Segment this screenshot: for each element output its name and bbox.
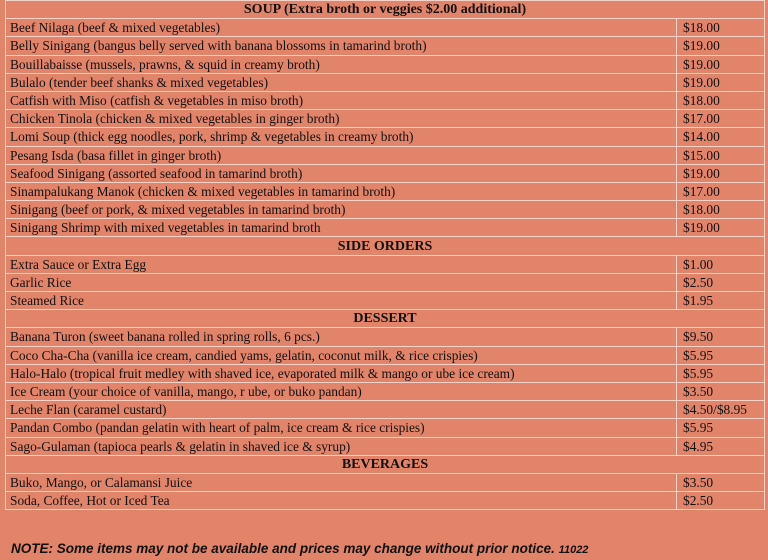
menu-item-row	[6, 328, 765, 346]
note-text: NOTE: Some items may not be available and prices may change without prior notice.	[11, 541, 555, 556]
item-price: $2.50	[677, 492, 765, 510]
item-price: $9.50	[677, 328, 765, 346]
item-price: $5.95	[677, 364, 765, 382]
item-price: $19.00	[677, 37, 765, 55]
menu-item-row	[6, 201, 765, 219]
item-price: $18.00	[677, 201, 765, 219]
item-price: $19.00	[677, 55, 765, 73]
item-name: Garlic Rice	[6, 273, 677, 291]
item-name: Extra Sauce or Extra Egg	[6, 255, 677, 273]
item-name: Bouillabaisse (mussels, prawns, & squid in creamy broth)	[6, 55, 677, 73]
menu-item-row	[6, 346, 765, 364]
item-price: $1.95	[677, 292, 765, 310]
item-name: Beef Nilaga (beef & mixed vegetables)	[6, 19, 677, 37]
menu-item-row	[6, 437, 765, 455]
menu-item-row	[6, 382, 765, 400]
item-price: $17.00	[677, 110, 765, 128]
item-price: $19.00	[677, 164, 765, 182]
menu-item-row	[6, 73, 765, 91]
item-name: Sago-Gulaman (tapioca pearls & gelatin in shaved ice & syrup)	[6, 437, 677, 455]
item-name: Leche Flan (caramel custard)	[6, 401, 677, 419]
section-header	[6, 1, 765, 19]
item-price: $4.95	[677, 437, 765, 455]
item-name: Lomi Soup (thick egg noodles, pork, shrimp & vegetables in creamy broth)	[6, 128, 677, 146]
menu-item-row	[6, 255, 765, 273]
item-name: Catfish with Miso (catfish & vegetables in miso broth)	[6, 91, 677, 109]
item-price: $3.50	[677, 473, 765, 491]
item-price: $5.95	[677, 419, 765, 437]
item-price: $14.00	[677, 128, 765, 146]
menu-item-row	[6, 364, 765, 382]
item-name: Pesang Isda (basa fillet in ginger broth)	[6, 146, 677, 164]
menu-table	[5, 0, 765, 510]
item-price: $4.50/$8.95	[677, 401, 765, 419]
item-price: $15.00	[677, 146, 765, 164]
item-price: $18.00	[677, 19, 765, 37]
menu-item-row	[6, 110, 765, 128]
menu-item-row	[6, 273, 765, 291]
item-name: Sinampalukang Manok (chicken & mixed vegetables in tamarind broth)	[6, 182, 677, 200]
item-price: $17.00	[677, 182, 765, 200]
section-title: DESSERT	[6, 310, 765, 328]
item-name: Halo-Halo (tropical fruit medley with shaved ice, evaporated milk & mango or ube ice cream)	[6, 364, 677, 382]
item-price: $18.00	[677, 91, 765, 109]
section-header	[6, 310, 765, 328]
menu-item-row	[6, 219, 765, 237]
item-name: Belly Sinigang (bangus belly served with banana blossoms in tamarind broth)	[6, 37, 677, 55]
menu-item-row	[6, 37, 765, 55]
menu-item-row	[6, 419, 765, 437]
menu-item-row	[6, 146, 765, 164]
menu-item-row	[6, 182, 765, 200]
item-name: Seafood Sinigang (assorted seafood in tamarind broth)	[6, 164, 677, 182]
item-name: Coco Cha-Cha (vanilla ice cream, candied yams, gelatin, coconut milk, & rice crispies)	[6, 346, 677, 364]
section-title: SIDE ORDERS	[6, 237, 765, 255]
item-name: Sinigang (beef or pork, & mixed vegetables in tamarind broth)	[6, 201, 677, 219]
item-price: $19.00	[677, 73, 765, 91]
item-name: Buko, Mango, or Calamansi Juice	[6, 473, 677, 491]
menu-item-row	[6, 19, 765, 37]
menu-item-row	[6, 292, 765, 310]
item-price: $3.50	[677, 382, 765, 400]
item-price: $19.00	[677, 219, 765, 237]
item-name: Sinigang Shrimp with mixed vegetables in tamarind broth	[6, 219, 677, 237]
item-price: $2.50	[677, 273, 765, 291]
item-name: Soda, Coffee, Hot or Iced Tea	[6, 492, 677, 510]
item-name: Banana Turon (sweet banana rolled in spring rolls, 6 pcs.)	[6, 328, 677, 346]
menu-item-row	[6, 401, 765, 419]
section-header	[6, 455, 765, 473]
menu-item-row	[6, 473, 765, 491]
item-name: Ice Cream (your choice of vanilla, mango, r ube, or buko pandan)	[6, 382, 677, 400]
item-name: Steamed Rice	[6, 292, 677, 310]
item-price: $5.95	[677, 346, 765, 364]
note-code: 11022	[558, 544, 589, 556]
section-title: BEVERAGES	[6, 455, 765, 473]
item-name: Bulalo (tender beef shanks & mixed vegetables)	[6, 73, 677, 91]
item-name: Pandan Combo (pandan gelatin with heart of palm, ice cream & rice crispies)	[6, 419, 677, 437]
menu-item-row	[6, 128, 765, 146]
item-name: Chicken Tinola (chicken & mixed vegetables in ginger broth)	[6, 110, 677, 128]
item-price: $1.00	[677, 255, 765, 273]
menu-item-row	[6, 492, 765, 510]
menu-item-row	[6, 164, 765, 182]
menu-item-row	[6, 55, 765, 73]
menu-item-row	[6, 91, 765, 109]
section-header	[6, 237, 765, 255]
availability-note	[11, 541, 588, 556]
section-title: SOUP (Extra broth or veggies $2.00 additional)	[6, 1, 765, 19]
